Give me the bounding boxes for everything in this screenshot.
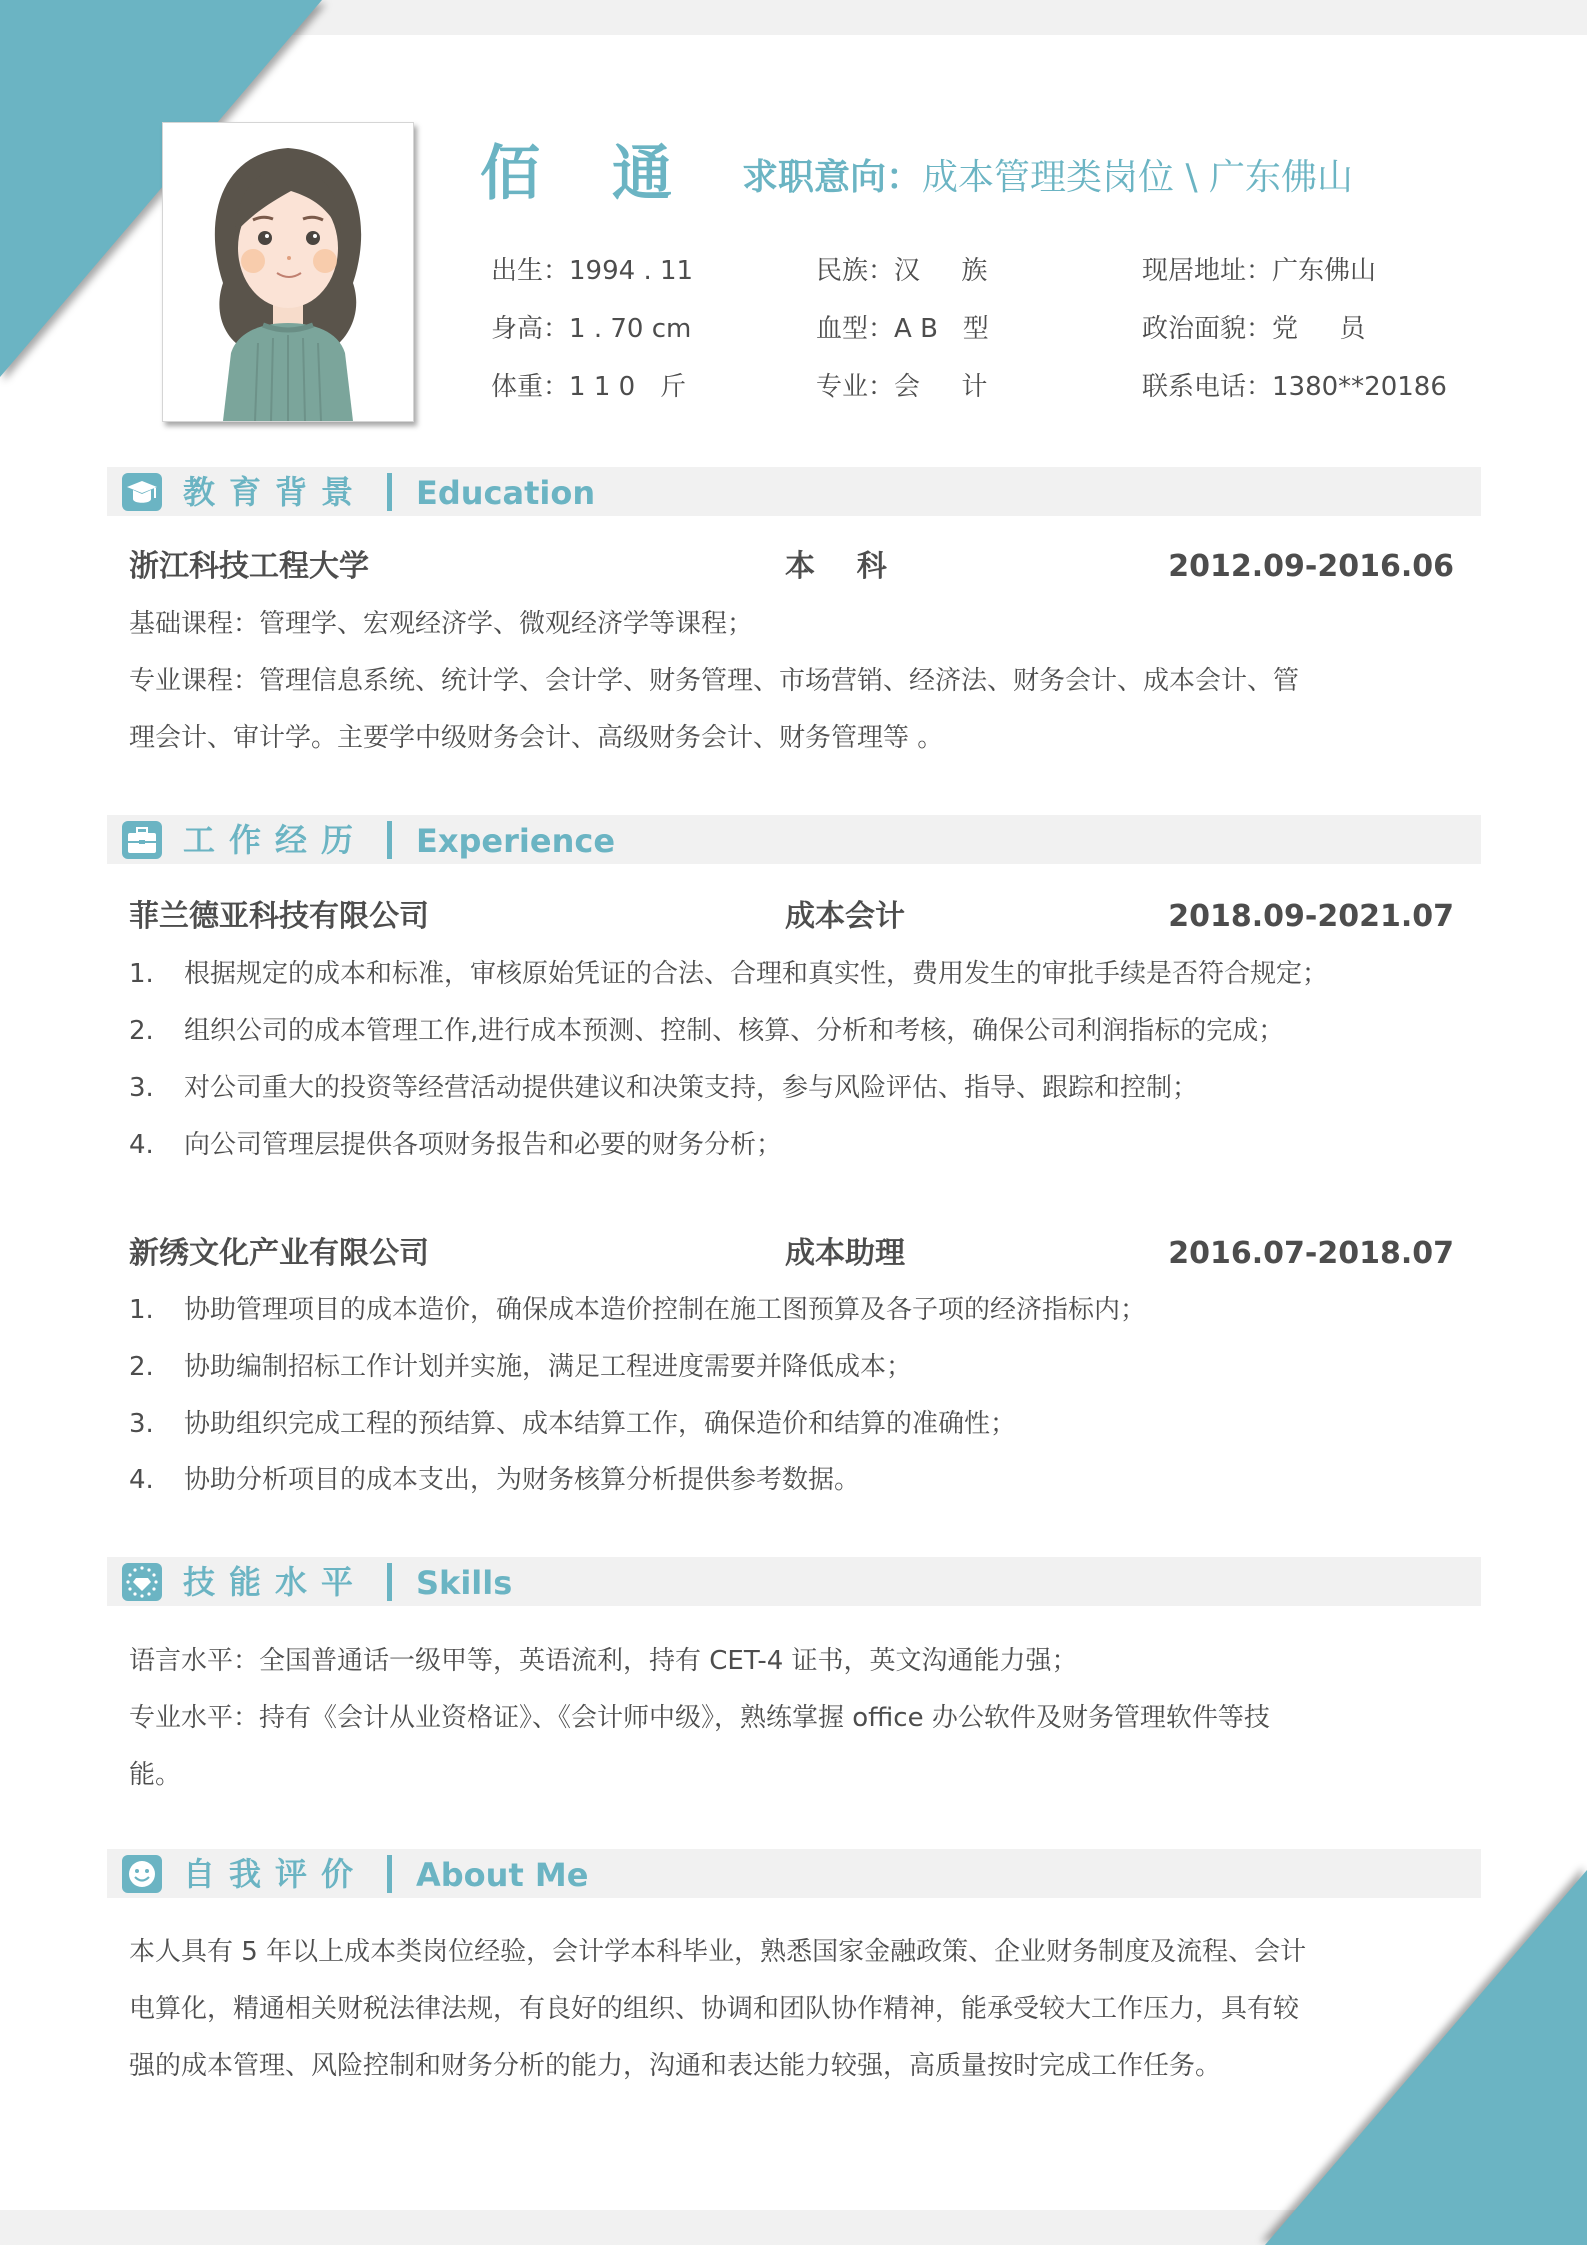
info-value: 会 计	[894, 372, 988, 402]
education-line: 专业课程：管理信息系统、统计学、会计学、财务管理、市场营销、经济法、财务会计、成本会计、管	[129, 666, 1300, 696]
item-number: 1.	[129, 1295, 154, 1325]
skills-line: 能。	[129, 1760, 182, 1790]
item-number: 2.	[129, 1352, 154, 1382]
section-header-skills	[107, 1557, 1481, 1606]
info-blood-type	[816, 312, 989, 346]
graduation-cap-icon	[122, 473, 162, 511]
education-row	[129, 547, 1454, 587]
job-period: 2018.09-2021.07	[1168, 899, 1454, 934]
degree: 本 科	[785, 549, 887, 584]
section-header-experience	[107, 815, 1481, 864]
section-header-about	[107, 1849, 1481, 1898]
item-text: 向公司管理层提供各项财务报告和必要的财务分析；	[184, 1130, 783, 1160]
job-intent-value: 成本管理类岗位 \ 广东佛山	[922, 157, 1354, 198]
info-label: 专业：	[816, 372, 895, 402]
about-line: 本人具有 5 年以上成本类岗位经验，会计学本科毕业，熟悉国家金融政策、企业财务制度及流程、会计	[129, 1937, 1307, 1967]
info-address	[1142, 254, 1376, 288]
section-divider	[387, 1563, 392, 1601]
info-label: 身高：	[491, 314, 570, 344]
info-value: 党 员	[1272, 314, 1366, 344]
section-divider	[387, 1855, 392, 1893]
education-period: 2012.09-2016.06	[1168, 549, 1454, 584]
item-text: 根据规定的成本和标准，审核原始凭证的合法、合理和真实性，费用发生的审批手续是否符合规定；	[184, 959, 1329, 989]
section-title-en: Experience	[416, 822, 616, 860]
smiley-icon	[122, 1855, 162, 1893]
item-text: 协助分析项目的成本支出，为财务核算分析提供参考数据。	[184, 1465, 861, 1495]
item-number: 4.	[129, 1130, 154, 1160]
info-value: 1 . 70 cm	[569, 314, 692, 344]
company-name: 菲兰德亚科技有限公司	[129, 899, 429, 934]
info-label: 政治面貌：	[1142, 314, 1273, 344]
info-birth	[491, 254, 693, 288]
section-title-cn: 自我评价	[183, 1855, 368, 1893]
item-number: 3.	[129, 1073, 154, 1103]
education-line: 基础课程：管理学、宏观经济学、微观经济学等课程；	[129, 609, 754, 639]
section-title-en: Skills	[416, 1564, 513, 1602]
item-number: 1.	[129, 959, 154, 989]
candidate-name: 佰通	[480, 139, 744, 209]
section-divider	[387, 821, 392, 859]
item-text: 协助组织完成工程的预结算、成本结算工作，确保造价和结算的准确性；	[184, 1409, 1017, 1439]
info-label: 现居地址：	[1142, 256, 1273, 286]
info-value: 1380**20186	[1272, 372, 1447, 402]
school-name: 浙江科技工程大学	[129, 549, 369, 584]
info-weight	[491, 370, 686, 404]
info-value: 1994 . 11	[569, 256, 694, 286]
info-label: 出生：	[491, 256, 570, 286]
info-major	[816, 370, 987, 404]
item-text: 协助编制招标工作计划并实施，满足工程进度需要并降低成本；	[184, 1352, 913, 1382]
job-intent-label: 求职意向：	[742, 157, 923, 198]
avatar-illustration-icon	[163, 123, 413, 421]
section-header-education	[107, 467, 1481, 516]
info-phone	[1142, 370, 1447, 404]
skills-line: 语言水平：全国普通话一级甲等，英语流利，持有 CET-4 证书，英文沟通能力强；	[129, 1646, 1078, 1676]
info-ethnicity	[816, 254, 987, 288]
info-value: 广东佛山	[1272, 256, 1377, 286]
section-divider	[387, 473, 392, 511]
job-period: 2016.07-2018.07	[1168, 1236, 1454, 1271]
item-number: 2.	[129, 1016, 154, 1046]
item-text: 组织公司的成本管理工作,进行成本预测、控制、核算、分析和考核，确保公司利润指标的完成；	[184, 1016, 1285, 1046]
diamond-icon	[122, 1563, 162, 1601]
about-line: 强的成本管理、风险控制和财务分析的能力，沟通和表达能力较强，高质量按时完成工作任务。	[129, 2051, 1222, 2081]
section-title-en: About Me	[416, 1856, 589, 1894]
item-number: 3.	[129, 1409, 154, 1439]
avatar-photo	[162, 122, 414, 422]
skills-line: 专业水平：持有《会计从业资格证》、《会计师中级》，熟练掌握 office 办公软件及财务管理软件等技	[129, 1703, 1270, 1733]
job-row	[129, 897, 1454, 937]
info-value: 1 1 0 斤	[569, 372, 686, 402]
job-position: 成本会计	[785, 899, 905, 934]
info-political-status	[1142, 312, 1365, 346]
info-label: 联系电话：	[1142, 372, 1273, 402]
item-number: 4.	[129, 1465, 154, 1495]
section-title-cn: 技能水平	[183, 1563, 368, 1601]
education-line: 理会计、审计学。主要学中级财务会计、高级财务会计、财务管理等 。	[129, 723, 944, 753]
job-intent	[742, 156, 1353, 200]
info-value: A B 型	[894, 314, 989, 344]
section-title-cn: 工作经历	[183, 821, 368, 859]
job-position: 成本助理	[785, 1236, 905, 1271]
info-value: 汉 族	[894, 256, 988, 286]
job-row	[129, 1234, 1454, 1274]
briefcase-icon	[122, 821, 162, 859]
about-line: 电算化，精通相关财税法律法规，有良好的组织、协调和团队协作精神，能承受较大工作压力，具有较	[129, 1994, 1300, 2024]
info-height	[491, 312, 691, 346]
info-label: 体重：	[491, 372, 570, 402]
section-title-en: Education	[416, 474, 596, 512]
item-text: 协助管理项目的成本造价，确保成本造价控制在施工图预算及各子项的经济指标内；	[184, 1295, 1147, 1325]
info-label: 血型：	[816, 314, 895, 344]
item-text: 对公司重大的投资等经营活动提供建议和决策支持，参与风险评估、指导、跟踪和控制；	[184, 1073, 1199, 1103]
section-title-cn: 教育背景	[183, 473, 368, 511]
company-name: 新绣文化产业有限公司	[129, 1236, 429, 1271]
info-label: 民族：	[816, 256, 895, 286]
